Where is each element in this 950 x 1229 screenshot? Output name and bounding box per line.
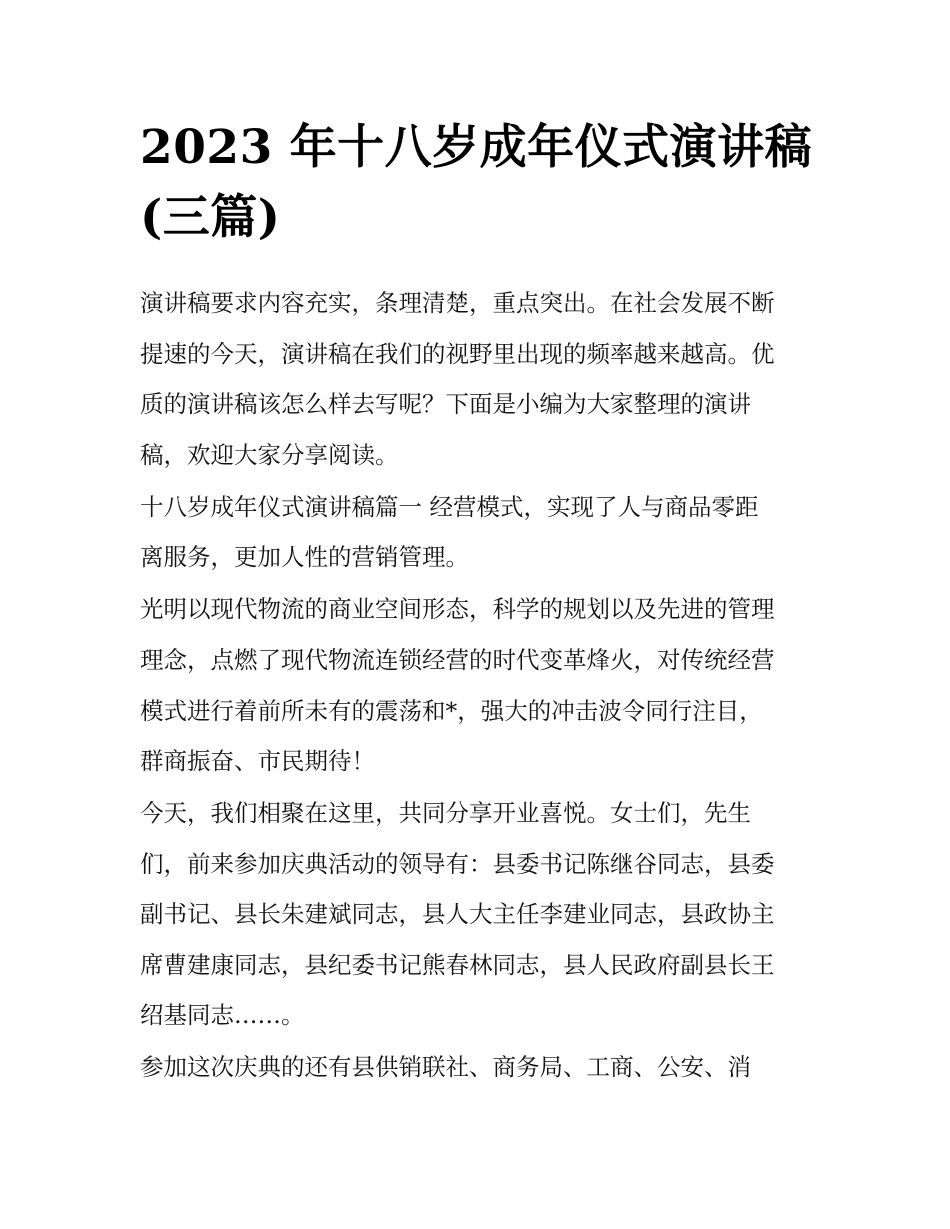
- text-line: 光明以现代物流的商业空间形态，科学的规划以及先进的管理: [140, 595, 775, 624]
- text-line: 理念，点燃了现代物流连锁经营的时代变革烽火，对传统经营: [140, 645, 775, 674]
- text-line: 稿，欢迎大家分享阅读。: [140, 440, 399, 469]
- text-line: 模式进行着前所未有的震荡和*，强大的冲击波令同行注目，: [140, 696, 763, 725]
- text-line: 席曹建康同志，县纪委书记熊春林同志，县人民政府副县长王: [140, 950, 775, 979]
- paragraph-section-one: [140, 482, 820, 583]
- paragraph-attendees: [140, 1042, 820, 1093]
- text-line: 们，前来参加庆典活动的领导有：县委书记陈继谷同志，县委: [140, 849, 775, 878]
- document-body: [140, 278, 820, 1094]
- title-line-2: (三篇): [140, 190, 281, 245]
- text-line: 今天，我们相聚在这里，共同分享开业喜悦。女士们，先生: [140, 799, 751, 828]
- text-line: 质的演讲稿该怎么样去写呢？下面是小编为大家整理的演讲: [140, 390, 751, 419]
- text-line: 演讲稿要求内容充实，条理清楚，重点突出。在社会发展不断: [140, 289, 775, 317]
- paragraph-today: [140, 788, 820, 1041]
- text-line: 十八岁成年仪式演讲稿篇一 经营模式，实现了人与商品零距: [140, 492, 759, 521]
- text-line: 群商振奋、市民期待！: [140, 747, 375, 776]
- text-line: 参加这次庆典的还有县供销联社、商务局、工商、公安、消: [140, 1053, 751, 1082]
- text-line: 绍基同志……。: [140, 1001, 305, 1030]
- paragraph-intro: [140, 278, 820, 480]
- text-line: 离服务，更加人性的营销管理。: [140, 543, 469, 572]
- title-line-1: 2023 年十八岁成年仪式演讲稿: [140, 120, 813, 175]
- text-line: 提速的今天，演讲稿在我们的视野里出现的频率越来越高。优: [140, 339, 775, 368]
- document-title: [140, 113, 820, 253]
- paragraph-guangming: [140, 584, 820, 786]
- text-line: 副书记、县长朱建斌同志，县人大主任李建业同志，县政协主: [140, 900, 775, 929]
